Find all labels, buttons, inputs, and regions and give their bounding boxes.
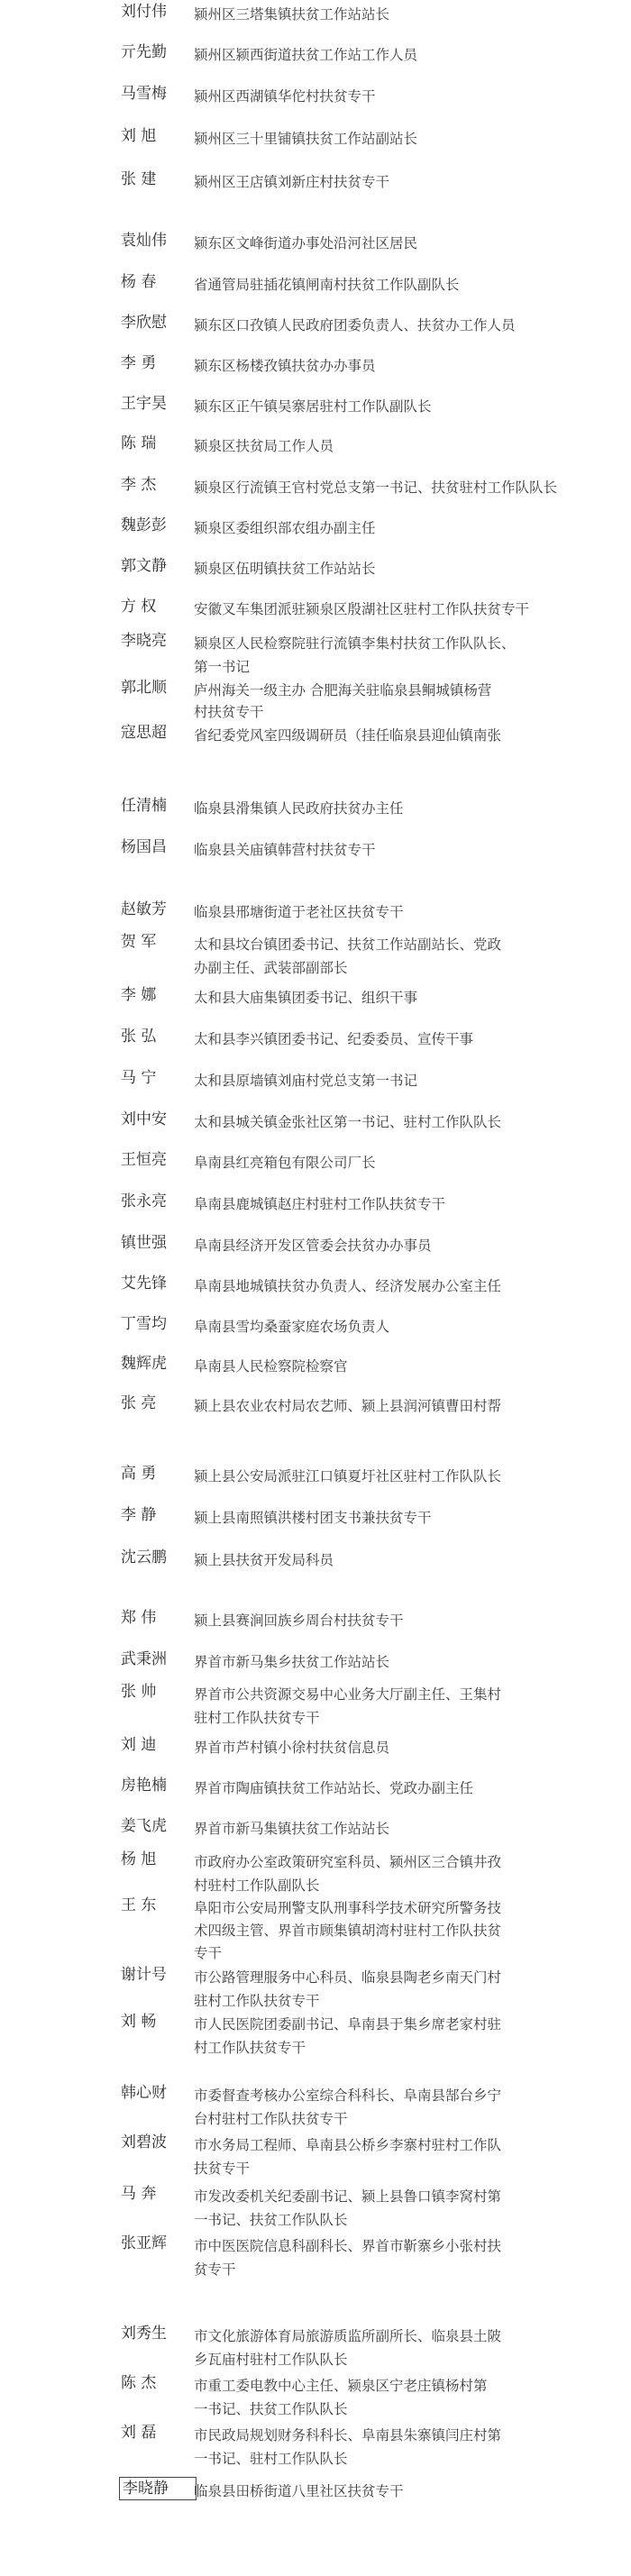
person-name: 刘 旭 — [121, 127, 157, 145]
person-title: 台村驻村工作队扶贫专干 — [194, 2111, 348, 2127]
person-title: 临泉县邢塘街道于老社区扶贫专干 — [194, 904, 404, 920]
person-title: 市委督查考核办公室综合科科长、阜南县郜台乡宁 — [194, 2087, 502, 2104]
person-name: 方 权 — [121, 598, 157, 616]
person-name: 陈 瑞 — [121, 434, 157, 452]
person-name: 马 宁 — [121, 1069, 157, 1087]
person-title: 村工作队扶贫专干 — [194, 2040, 306, 2056]
person-title: 界首市芦村镇小徐村扶贫信息员 — [194, 1740, 390, 1756]
person-name: 张 建 — [121, 170, 157, 188]
person-title: 太和县城关镇金张社区第一书记、驻村工作队队长 — [194, 1114, 502, 1130]
person-title: 阜南县鹿城镇赵庄村驻村工作队扶贫专干 — [194, 1196, 446, 1212]
person-title: 专干 — [194, 1945, 223, 1961]
person-title: 市重工委电教中心主任、颍泉区宁老庄镇杨村第 — [194, 2378, 488, 2394]
person-title: 太和县大庙集镇团委书记、组织干事 — [194, 990, 418, 1006]
person-name: 郭北顺 — [121, 679, 167, 697]
person-title: 市发改委机关纪委副书记、颍上县鲁口镇李窝村第 — [194, 2188, 502, 2205]
person-title: 市公路管理服务中心科员、临泉县陶老乡南天门村 — [194, 1969, 502, 1986]
person-title: 颍上县农业农村局农艺师、颍上县润河镇曹田村帮 — [194, 1398, 502, 1414]
person-title: 一书记、扶贫工作队队长 — [194, 2401, 348, 2417]
person-name: 杨 旭 — [121, 1850, 157, 1868]
person-title: 村驻村工作队副队长 — [194, 1877, 320, 1894]
person-title: 安徽叉车集团派驻颍泉区殷湖社区驻村工作队扶贫专干 — [194, 601, 530, 617]
person-title: 贫专干 — [194, 2261, 236, 2278]
person-title: 颍泉区委组织部农组办副主任 — [194, 520, 376, 536]
person-title: 阜南县经济开发区管委会扶贫办办事员 — [194, 1238, 432, 1254]
person-name: 马雪梅 — [121, 85, 167, 103]
person-title: 阜南县地城镇扶贫办负责人、经济发展办公室主任 — [194, 1278, 502, 1294]
person-title: 村扶贫专干 — [194, 704, 264, 720]
person-title: 市人民医院团委副书记、阜南县于集乡席老家村驻 — [194, 2016, 502, 2032]
person-title: 阜南县人民检察院检察官 — [194, 1358, 348, 1375]
person-name: 谢计号 — [121, 1966, 167, 1984]
person-title: 颍泉区行流镇王官村党总支第一书记、扶贫驻村工作队队长 — [194, 480, 558, 496]
person-title: 颍东区口孜镇人民政府团委负责人、扶贫办工作人员 — [194, 317, 516, 333]
person-title: 临泉县滑集镇人民政府扶贫办主任 — [194, 800, 404, 817]
person-title: 市中医医院信息科副科长、界首市靳寨乡小张村扶 — [194, 2238, 502, 2254]
person-name: 刘碧波 — [121, 2133, 167, 2151]
person-name: 镇世强 — [121, 1234, 167, 1252]
person-name: 姜飞虎 — [121, 1817, 167, 1835]
person-name: 魏辉虎 — [121, 1355, 167, 1373]
person-title: 一书记、驻村工作队队长 — [194, 2451, 348, 2467]
person-name: 李 娜 — [121, 986, 157, 1004]
person-title: 颍东区正午镇吴寨居驻村工作队副队长 — [194, 398, 432, 415]
person-title: 颍泉区伍明镇扶贫工作站站长 — [194, 561, 376, 577]
person-name: 刘 迪 — [121, 1736, 157, 1754]
person-title: 颍泉区人民检察院驻行流镇李集村扶贫工作队队长、 — [194, 635, 516, 652]
person-title: 术四级主管、界首市顾集镇胡湾村驻村工作队扶贫 — [194, 1923, 502, 1939]
person-name: 任清楠 — [121, 797, 167, 815]
person-title: 阜阳市公安局刑警支队刑事科学技术研究所警务技 — [194, 1900, 502, 1916]
person-title: 一书记、扶贫工作队队长 — [194, 2212, 348, 2228]
person-title: 临泉县田桥街道八里社区扶贫专干 — [194, 2483, 404, 2499]
person-name: 杨 春 — [121, 273, 157, 291]
person-name: 杨国昌 — [121, 838, 167, 856]
person-name: 张 亮 — [121, 1394, 157, 1412]
person-title: 界首市新马集镇扶贫工作站站长 — [194, 1821, 390, 1837]
person-name: 王宇昊 — [121, 395, 167, 413]
person-name: 魏彭彭 — [121, 516, 167, 534]
person-title: 颍上县南照镇洪楼村团支书兼扶贫专干 — [194, 1510, 432, 1526]
person-title: 颍州区三塔集镇扶贫工作站站长 — [194, 6, 390, 23]
person-name: 刘中安 — [121, 1110, 167, 1128]
person-title: 太和县原墙镇刘庙村党总支第一书记 — [194, 1073, 418, 1089]
person-name: 陈 杰 — [121, 2374, 157, 2392]
person-name: 亓先勤 — [121, 43, 167, 61]
person-name: 郭文静 — [121, 557, 167, 575]
person-title: 界首市新马集乡扶贫工作站站长 — [194, 1654, 390, 1670]
person-title: 颍州区王店镇刘新庄村扶贫专干 — [194, 174, 390, 190]
person-title: 市政府办公室政策研究室科员、颍州区三合镇井孜 — [194, 1854, 502, 1870]
person-title: 庐州海关一级主办 合肥海关驻临泉县鲖城镇杨营 — [194, 682, 492, 699]
person-name: 张 弘 — [121, 1028, 157, 1046]
person-title: 颍上县扶贫开发局科员 — [194, 1552, 334, 1568]
person-title: 省通管局驻插花镇闸南村扶贫工作队副队长 — [194, 277, 460, 293]
person-name: 刘付伟 — [121, 3, 167, 21]
person-title: 界首市陶庙镇扶贫工作站站长、党政办副主任 — [194, 1780, 474, 1796]
person-name: 房艳楠 — [121, 1777, 167, 1795]
person-name: 艾先锋 — [121, 1274, 167, 1293]
person-title: 颍州区三十里铺镇扶贫工作站副站长 — [194, 131, 418, 147]
person-title: 太和县坟台镇团委书记、扶贫工作站副站长、党政 — [194, 936, 502, 953]
person-title: 太和县李兴镇团委书记、纪委委员、宣传干事 — [194, 1031, 474, 1047]
person-title: 市文化旅游体育局旅游质监所副所长、临泉县土陂 — [194, 2328, 502, 2344]
person-title: 驻村工作队扶贫专干 — [194, 1710, 320, 1726]
person-title: 乡瓦庙村驻村工作队队长 — [194, 2352, 348, 2368]
person-title: 颍泉区扶贫局工作人员 — [194, 438, 334, 454]
person-title: 颍东区杨楼孜镇扶贫办办事员 — [194, 358, 376, 374]
person-title: 市水务局工程师、阜南县公桥乡李寨村驻村工作队 — [194, 2137, 502, 2153]
person-title: 省纪委党风室四级调研员（挂任临泉县迎仙镇南张 — [194, 727, 502, 744]
person-name: 丁雪均 — [121, 1315, 167, 1333]
person-name: 袁灿伟 — [121, 232, 167, 250]
person-name: 刘 磊 — [121, 2424, 157, 2442]
person-name: 张 帅 — [121, 1683, 157, 1701]
person-name: 李 勇 — [121, 354, 157, 372]
person-name: 张亚辉 — [121, 2234, 167, 2252]
person-title: 扶贫专干 — [194, 2160, 251, 2177]
person-name: 赵敏芳 — [121, 900, 167, 918]
person-name: 李 杰 — [121, 476, 157, 494]
person-name: 李晓亮 — [121, 632, 167, 650]
person-name: 寇思超 — [121, 724, 167, 742]
person-title: 办副主任、武装部副部长 — [194, 960, 348, 976]
person-title: 阜南县雪均桑蚕家庭农场负责人 — [194, 1319, 390, 1335]
person-title: 阜南县红亮箱包有限公司厂长 — [194, 1155, 376, 1171]
person-title: 颍州区颍西街道扶贫工作站工作人员 — [194, 47, 418, 63]
person-title: 颍东区文峰街道办事处沿河社区居民 — [194, 235, 418, 251]
person-name: 武秉洲 — [121, 1650, 167, 1668]
person-name: 刘 畅 — [121, 2013, 157, 2031]
person-name: 韩心财 — [121, 2084, 167, 2102]
person-title: 市民政局规划财务科科长、阜南县朱寨镇闫庄村第 — [194, 2427, 502, 2444]
person-title: 颍上县公安局派驻江口镇夏圩社区驻村工作队队长 — [194, 1468, 502, 1484]
person-name: 张永亮 — [121, 1192, 167, 1210]
person-name: 马 奔 — [121, 2185, 157, 2203]
person-name: 王恒亮 — [121, 1151, 167, 1169]
person-name: 贺 军 — [121, 933, 157, 951]
person-name: 刘秀生 — [121, 2325, 167, 2343]
person-title: 驻村工作队扶贫专干 — [194, 1993, 320, 2009]
person-title: 第一书记 — [194, 659, 251, 675]
person-name: 李欣慰 — [121, 314, 167, 332]
person-title: 颍上县赛涧回族乡周台村扶贫专干 — [194, 1612, 404, 1629]
person-title: 颍州区西湖镇华佗村扶贫专干 — [194, 88, 376, 105]
person-name-highlighted: 李晓静 — [121, 2479, 195, 2498]
person-name: 高 勇 — [121, 1465, 157, 1483]
person-name: 郑 伟 — [121, 1609, 157, 1627]
person-name: 王 东 — [121, 1896, 157, 1914]
person-title: 界首市公共资源交易中心业务大厅副主任、王集村 — [194, 1686, 502, 1703]
person-name: 李 静 — [121, 1506, 157, 1524]
person-title: 临泉县关庙镇韩营村扶贫专干 — [194, 842, 376, 858]
person-name: 沈云鹏 — [121, 1548, 167, 1567]
